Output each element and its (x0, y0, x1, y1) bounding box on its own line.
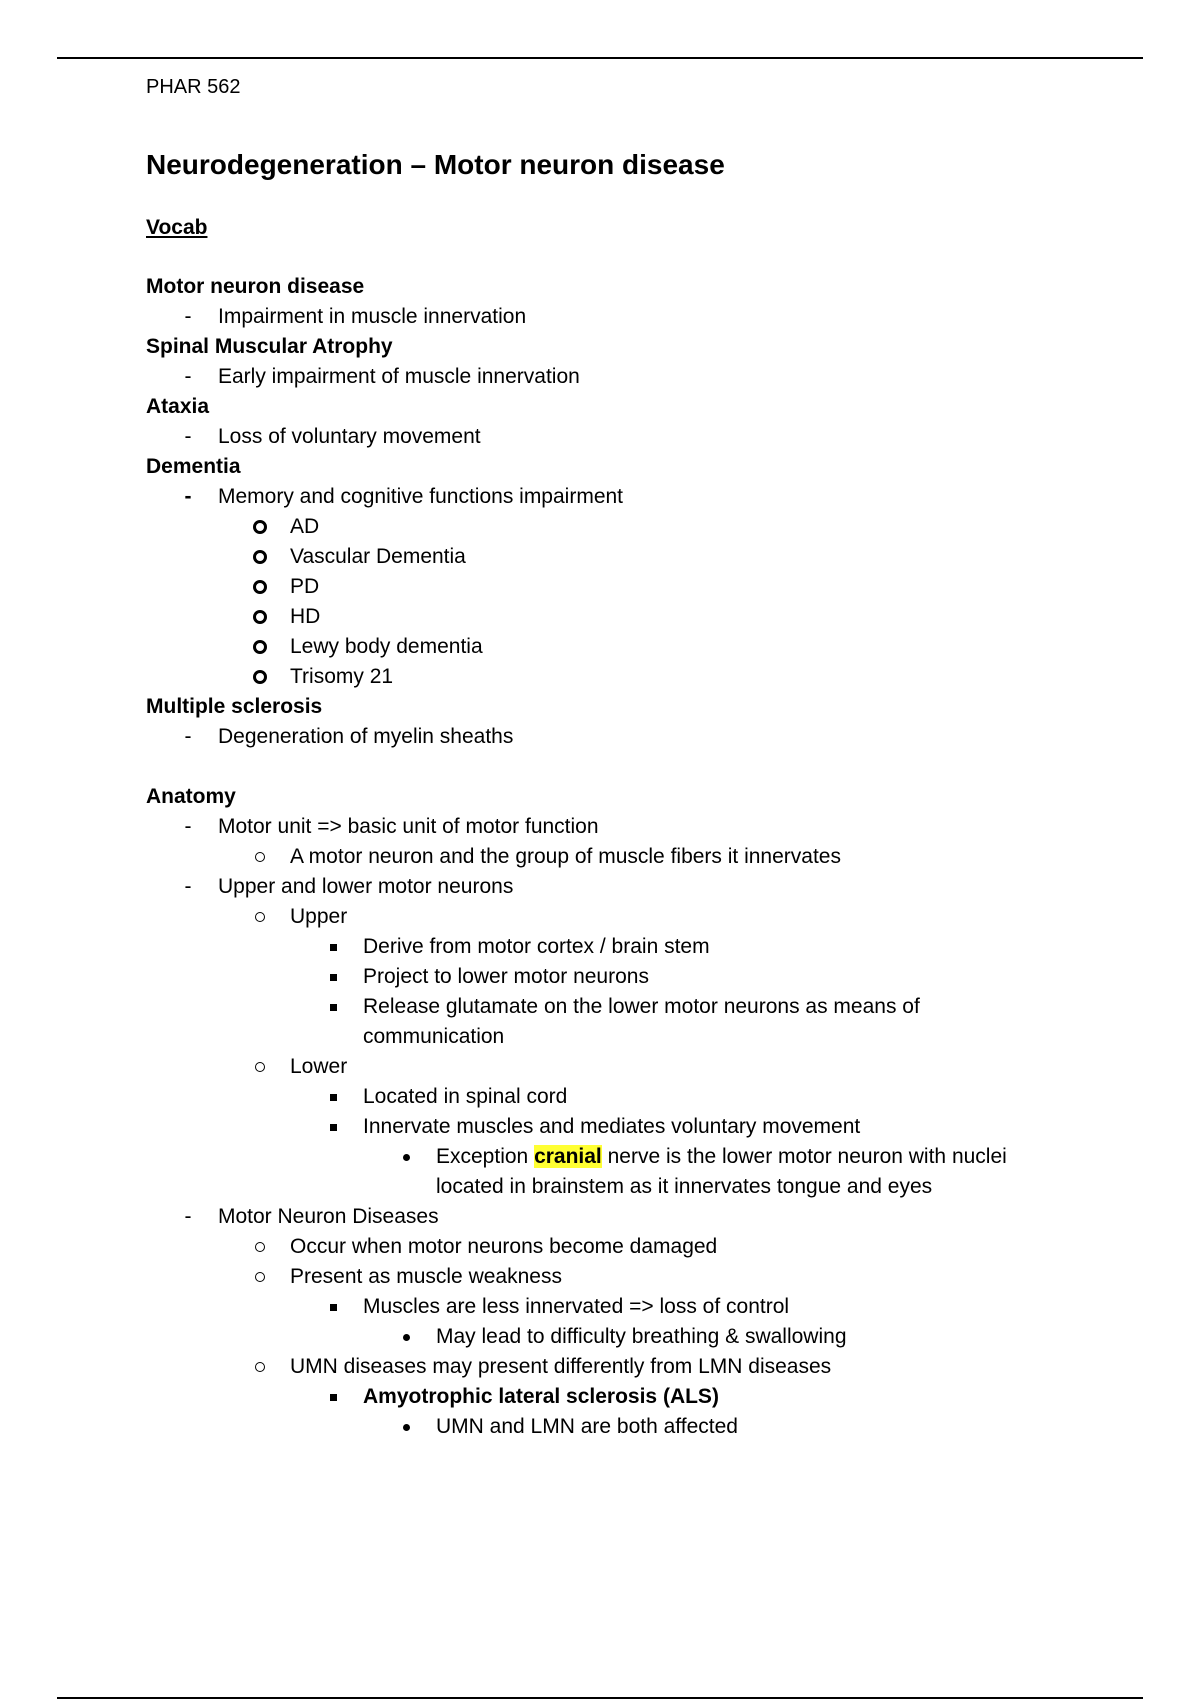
list-item: Derive from motor cortex / brain stem (146, 932, 1106, 962)
page-title: Neurodegeneration – Motor neuron disease (146, 149, 725, 180)
list-item: AD (146, 512, 1106, 542)
circle-bullet-icon (250, 1262, 270, 1292)
dash-bullet-icon (178, 482, 198, 512)
list-item: - Impairment in muscle innervation (146, 302, 1106, 332)
vocab-heading: Vocab (146, 216, 208, 239)
list-item: - Loss of voluntary movement (146, 422, 1106, 452)
circle-bullet-icon (250, 512, 270, 542)
circle-bullet-icon (250, 572, 270, 602)
document-body (146, 72, 1106, 1438)
vocab-term: Multiple sclerosis (146, 695, 323, 718)
vocab-list (146, 272, 1106, 752)
dot-bullet-icon (396, 1322, 416, 1352)
list-item: Vascular Dementia (146, 542, 1106, 572)
square-bullet-icon (323, 1292, 343, 1322)
square-bullet-icon (323, 962, 343, 992)
anatomy-heading: Anatomy (146, 785, 236, 808)
vocab-term: Motor neuron disease (146, 275, 365, 298)
highlighted-term: cranial (534, 1145, 602, 1168)
course-code: PHAR 562 (146, 76, 241, 98)
list-item: Muscles are less innervated => loss of control (146, 1292, 1106, 1322)
list-item: Amyotrophic lateral sclerosis (ALS) (146, 1382, 1106, 1412)
circle-bullet-icon (250, 542, 270, 572)
list-item: PD (146, 572, 1106, 602)
list-item: May lead to difficulty breathing & swallowing (146, 1322, 1106, 1352)
dash-bullet-icon (178, 1202, 198, 1232)
circle-bullet-icon (250, 902, 270, 932)
square-bullet-icon (323, 1112, 343, 1142)
list-item: A motor neuron and the group of muscle fibers it innervates (146, 842, 1106, 872)
dash-bullet-icon (178, 872, 198, 902)
list-item: Exception cranial nerve is the lower motor neuron with nuclei located in brainstem as it innervates tongue and eyes (146, 1142, 1106, 1202)
list-item: Project to lower motor neurons (146, 962, 1106, 992)
list-item: UMN and LMN are both affected (146, 1412, 1106, 1442)
list-item: Upper (146, 902, 1106, 932)
dash-bullet-icon (178, 302, 198, 332)
list-item: - Degeneration of myelin sheaths (146, 722, 1106, 752)
top-rule (57, 57, 1143, 59)
list-item: Located in spinal cord (146, 1082, 1106, 1112)
dot-bullet-icon (396, 1142, 416, 1172)
square-bullet-icon (323, 932, 343, 962)
circle-bullet-icon (250, 842, 270, 872)
circle-bullet-icon (250, 632, 270, 662)
list-item: - Motor unit => basic unit of motor function (146, 812, 1106, 842)
list-item: Innervate muscles and mediates voluntary movement (146, 1112, 1106, 1142)
square-bullet-icon (323, 1082, 343, 1112)
list-item: UMN diseases may present differently from LMN diseases (146, 1352, 1106, 1382)
list-item: Present as muscle weakness (146, 1262, 1106, 1292)
list-item: - Motor Neuron Diseases (146, 1202, 1106, 1232)
square-bullet-icon (323, 992, 343, 1022)
square-bullet-icon (323, 1382, 343, 1412)
vocab-term: Spinal Muscular Atrophy (146, 335, 393, 358)
circle-bullet-icon (250, 602, 270, 632)
circle-bullet-icon (250, 1352, 270, 1382)
list-item: - Early impairment of muscle innervation (146, 362, 1106, 392)
circle-bullet-icon (250, 1232, 270, 1262)
dot-bullet-icon (396, 1412, 416, 1442)
vocab-term: Ataxia (146, 395, 210, 418)
anatomy-section (146, 782, 1106, 1442)
list-item: Lewy body dementia (146, 632, 1106, 662)
circle-bullet-icon (250, 662, 270, 692)
dash-bullet-icon (178, 722, 198, 752)
bottom-rule (57, 1697, 1143, 1699)
list-item: HD (146, 602, 1106, 632)
dash-bullet-icon (178, 812, 198, 842)
list-item: Trisomy 21 (146, 662, 1106, 692)
list-item: - Upper and lower motor neurons (146, 872, 1106, 902)
vocab-term: Dementia (146, 455, 241, 478)
circle-bullet-icon (250, 1052, 270, 1082)
dash-bullet-icon (178, 362, 198, 392)
list-item: Occur when motor neurons become damaged (146, 1232, 1106, 1262)
dash-bullet-icon (178, 422, 198, 452)
list-item: Lower (146, 1052, 1106, 1082)
list-item: Release glutamate on the lower motor neurons as means of communication (146, 992, 1106, 1052)
list-item: - Memory and cognitive functions impairment (146, 482, 1106, 512)
